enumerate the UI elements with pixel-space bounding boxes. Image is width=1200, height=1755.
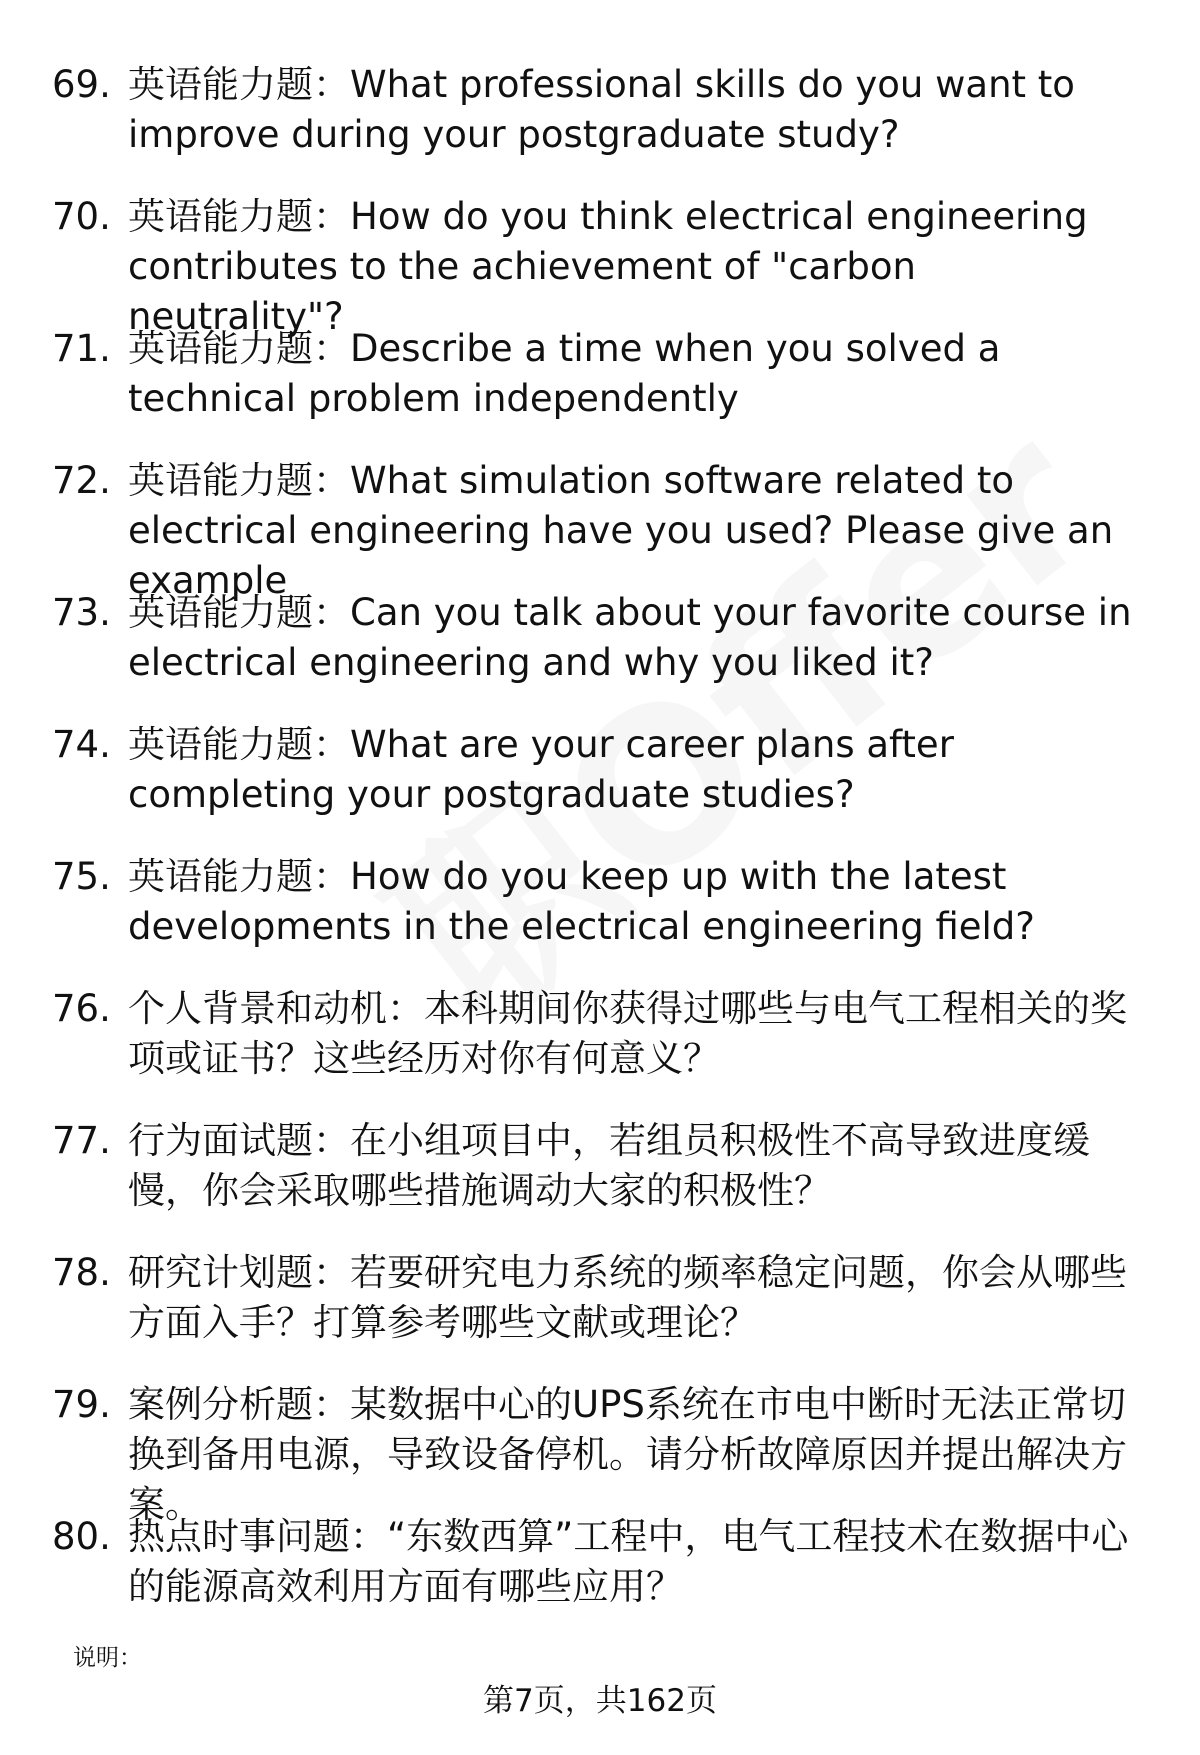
question-item	[0, 456, 1200, 602]
question-item	[0, 1512, 1200, 1622]
question-number: 80.	[52, 1515, 111, 1558]
question-number: 75.	[52, 855, 111, 898]
question-text: 研究计划题：若要研究电力系统的频率稳定问题，你会从哪些方面入手？打算参考哪些文献或理论？	[128, 1251, 1127, 1344]
question-text: 热点时事问题：“东数西算”工程中，电气工程技术在数据中心的能源高效利用方面有哪些应用？	[128, 1515, 1129, 1608]
question-text: 英语能力题：What professional skills do you want to improve during your postgraduate study?	[128, 63, 1075, 156]
question-number: 77.	[52, 1119, 111, 1162]
question-text: 英语能力题：What simulation software related to electrical engineering have you used? Please give an example	[128, 459, 1114, 602]
question-text: 英语能力题：How do you keep up with the latest developments in the electrical engineering field?	[128, 855, 1035, 948]
question-number: 74.	[52, 723, 111, 766]
question-number: 72.	[52, 459, 111, 502]
question-text: 英语能力题：How do you think electrical engineering contributes to the achievement of "carbon neutrality"?	[128, 195, 1088, 338]
question-text: 行为面试题：在小组项目中，若组员积极性不高导致进度缓慢，你会采取哪些措施调动大家的积极性？	[128, 1119, 1090, 1212]
question-item	[0, 1380, 1200, 1526]
question-item	[0, 984, 1200, 1094]
question-number: 79.	[52, 1383, 111, 1426]
question-item	[0, 60, 1200, 170]
note-label: 说明：	[73, 1645, 142, 1671]
question-number: 69.	[52, 63, 111, 106]
question-number: 70.	[52, 195, 111, 238]
question-item	[0, 852, 1200, 962]
question-number: 73.	[52, 591, 111, 634]
question-number: 78.	[52, 1251, 111, 1294]
question-number: 76.	[52, 987, 111, 1030]
question-item	[0, 1116, 1200, 1226]
question-item	[0, 588, 1200, 698]
question-text: 个人背景和动机：本科期间你获得过哪些与电气工程相关的奖项或证书？这些经历对你有何意义？	[128, 987, 1127, 1080]
question-number: 71.	[52, 327, 111, 370]
question-text: 案例分析题：某数据中心的UPS系统在市电中断时无法正常切换到备用电源，导致设备停机。请分析故障原因并提出解决方案。	[128, 1383, 1127, 1526]
question-item	[0, 324, 1200, 434]
question-item	[0, 1248, 1200, 1358]
question-text: 英语能力题：What are your career plans after completing your postgraduate studies?	[128, 723, 954, 816]
watermark	[322, 346, 1137, 1075]
question-item	[0, 192, 1200, 338]
question-item	[0, 720, 1200, 830]
question-text: 英语能力题：Describe a time when you solved a technical problem independently	[128, 327, 1001, 420]
page-number-footer: 第7页，共162页	[483, 1683, 717, 1719]
question-text: 英语能力题：Can you talk about your favorite course in electrical engineering and why you liked it?	[128, 591, 1132, 684]
